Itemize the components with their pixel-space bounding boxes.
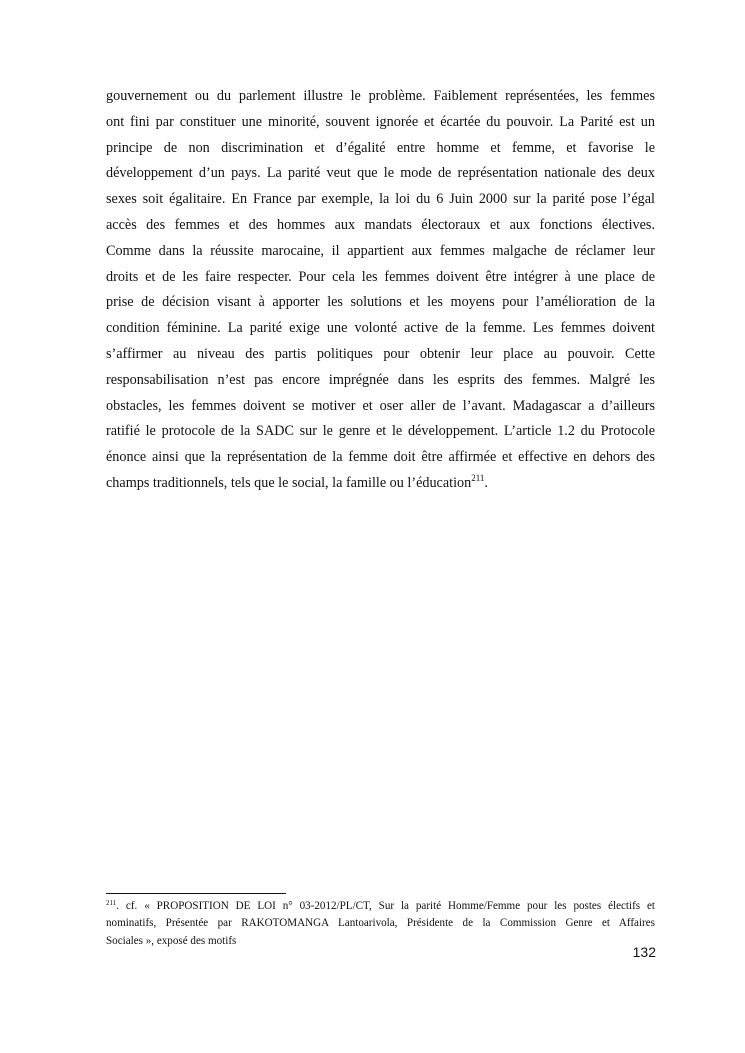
footnote-marker: 211 [106, 899, 117, 907]
page-number: 132 [632, 944, 656, 960]
paragraph-line: énonce ainsi que la représentation de la femme doit être affirmée et effective en dehors des [106, 449, 655, 466]
paragraph-line: développement d’un pays. La parité veut que le mode de représentation nationale des deux [106, 165, 655, 182]
paragraph-last-line [106, 473, 655, 499]
paragraph-line-text: champs traditionnels, tels que le social, la famille ou l’éducation [106, 474, 472, 491]
paragraph-line: obstacles, les femmes doivent se motiver et oser aller de l’avant. Madagascar a d’ailleurs [106, 397, 655, 414]
paragraph-line: sexes soit égalitaire. En France par exemple, la loi du 6 Juin 2000 sur la parité pose l’égal [106, 191, 655, 208]
paragraph-line: responsabilisation n’est pas encore imprégnée dans les esprits des femmes. Malgré les [106, 371, 655, 388]
paragraph-line: accès des femmes et des hommes aux mandats électoraux et aux fonctions électives. [106, 216, 655, 233]
paragraph-line: principe de non discrimination et d’égalité entre homme et femme, et favorise le [106, 139, 655, 156]
paragraph-line: ratifié le protocole de la SADC sur le genre et le développement. L’article 1.2 du Protocole [106, 423, 655, 440]
body-paragraph [106, 86, 655, 499]
final-punctuation: . [484, 474, 488, 491]
footnote-reference-link[interactable]: 211 [471, 472, 485, 483]
footnote-line: nominatifs, Présentée par RAKOTOMANGA Lantoarivola, Présidente de la Commission Genre et Affaires [106, 917, 655, 930]
paragraph-line: condition féminine. La parité exige une volonté active de la femme. Les femmes doivent [106, 320, 655, 337]
paragraph-line: ont fini par constituer une minorité, souvent ignorée et écartée du pouvoir. La Parité est un [106, 113, 655, 130]
footnote [106, 898, 655, 950]
paragraph-line: s’affirmer au niveau des partis politiques pour obtenir leur place au pouvoir. Cette [106, 345, 655, 362]
footnote-line [106, 898, 655, 915]
paragraph-line: gouvernement ou du parlement illustre le problème. Faiblement représentées, les femmes [106, 88, 655, 104]
paragraph-line: droits et de les faire respecter. Pour cela les femmes doivent être intégrer à une place de [106, 268, 655, 285]
paragraph-line: Comme dans la réussite marocaine, il appartient aux femmes malgache de réclamer leur [106, 242, 655, 259]
footnote-line: Sociales », exposé des motifs [106, 934, 237, 947]
footnote-line-text: . cf. « PROPOSITION DE LOI n° 03-2012/PL/CT, Sur la parité Homme/Femme pour les postes électifs et [116, 900, 655, 912]
footnote-separator [106, 893, 286, 894]
paragraph-line: prise de décision visant à apporter les solutions et les moyens pour l’amélioration de la [106, 294, 655, 311]
